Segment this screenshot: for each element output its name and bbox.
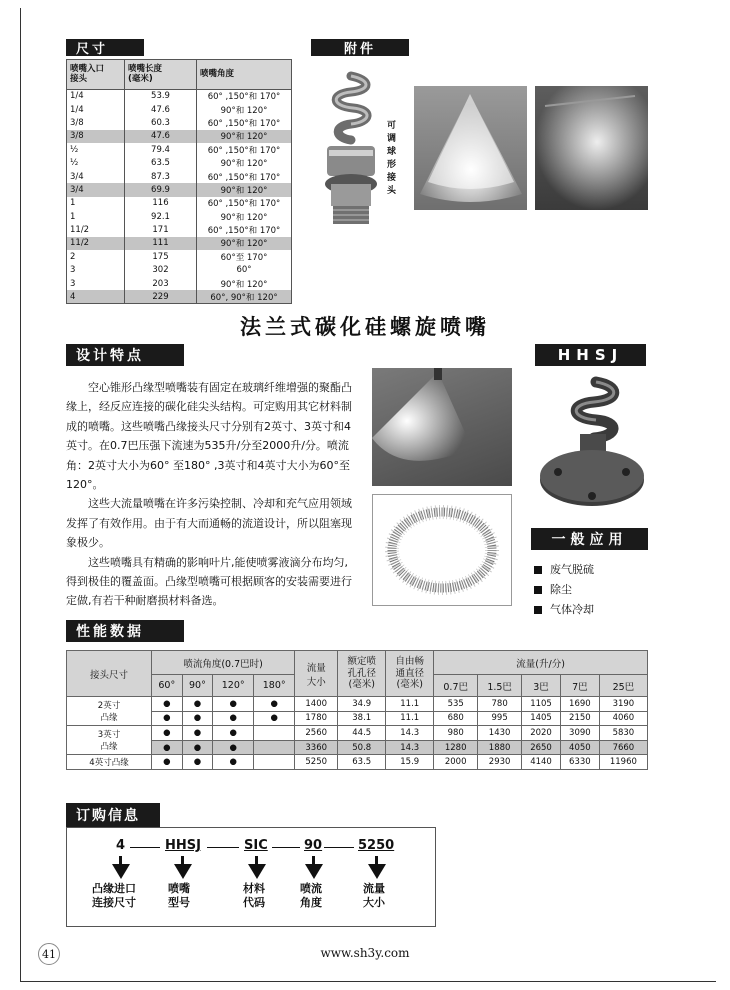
perf-cell-orifice: 63.5 [338, 755, 386, 770]
dims-row [67, 197, 292, 210]
dims-cell-angle: 60°至 170° [197, 250, 292, 263]
dims-row [67, 210, 292, 223]
perf-angle-dot: ● [182, 711, 213, 726]
dims-cell-angle: 90°和 120° [197, 210, 292, 223]
code-separator [272, 847, 300, 848]
perf-row [67, 755, 648, 770]
perf-cell-flow: 3190 [599, 697, 647, 712]
dims-row [67, 156, 292, 169]
dims-cell-length: 92.1 [125, 210, 197, 223]
dims-cell-inlet: 3/8 [67, 116, 125, 129]
perf-cell-flow: 2150 [560, 711, 599, 726]
applications-header: 一般应用 [531, 528, 648, 550]
perf-cell-flow: 2930 [478, 755, 522, 770]
dims-row [67, 250, 292, 263]
perf-angle-header: 120° [213, 675, 254, 697]
design-features-header: 设计特点 [66, 344, 184, 366]
order-code-part: SIC [244, 838, 268, 853]
perf-cell-orifice: 44.5 [338, 726, 386, 741]
dims-row [67, 90, 292, 103]
order-code-part: 90 [304, 838, 323, 853]
dims-cell-inlet: 1 [67, 210, 125, 223]
perf-angle-dot: ● [213, 711, 254, 726]
dims-cell-inlet: 3 [67, 264, 125, 277]
perf-inlet-label: 3英寸 凸缘 [67, 726, 152, 755]
bullet-square-icon [534, 566, 542, 574]
perf-angle-dot: ● [213, 726, 254, 741]
dims-cell-length: 171 [125, 223, 197, 236]
dims-cell-length: 47.6 [125, 103, 197, 116]
perf-angle-dot: ● [254, 711, 295, 726]
spray-cone-photo-large [372, 368, 512, 486]
bullet-square-icon [534, 606, 542, 614]
dims-row [67, 116, 292, 129]
perf-cell-flow: 1280 [434, 740, 478, 755]
spray-pattern-ring [372, 494, 512, 606]
perf-angle-dot: ● [152, 740, 183, 755]
dims-cell-angle: 60° ,150°和 170° [197, 143, 292, 156]
accessory-label: 可调球形接头 [387, 121, 397, 196]
model-header: HHSJ [535, 344, 646, 366]
perf-angle-dot: ● [254, 697, 295, 712]
perf-cell-flow: 5830 [599, 726, 647, 741]
ordering-header: 订购信息 [66, 803, 160, 827]
dims-cell-angle: 90°和 120° [197, 237, 292, 250]
order-code-part: 4 [116, 838, 126, 853]
dims-cell-length: 116 [125, 197, 197, 210]
dims-row [67, 103, 292, 116]
perf-cell-flow: 4140 [522, 755, 561, 770]
spray-cone-photo [414, 86, 527, 210]
perf-cell-flow: 535 [434, 697, 478, 712]
code-separator [324, 847, 354, 848]
perf-row [67, 697, 648, 712]
perf-cell-flow: 7660 [599, 740, 647, 755]
dims-row [67, 277, 292, 290]
dims-cell-angle: 90°和 120° [197, 277, 292, 290]
perf-cell-passage: 14.3 [386, 726, 434, 741]
perf-angle-dot: ● [213, 697, 254, 712]
dims-row [67, 130, 292, 143]
dims-cell-inlet: 11/2 [67, 223, 125, 236]
dims-cell-inlet: 3/4 [67, 170, 125, 183]
perf-cell-size: 1780 [295, 711, 338, 726]
perf-cell-passage: 15.9 [386, 755, 434, 770]
perf-row [67, 740, 648, 755]
dims-row [67, 183, 292, 196]
dims-cell-inlet: 3/4 [67, 183, 125, 196]
perf-cell-flow: 1405 [522, 711, 561, 726]
perf-col-flow: 流量(升/分) [434, 651, 648, 675]
perf-row [67, 726, 648, 741]
dims-cell-length: 47.6 [125, 130, 197, 143]
perf-cell-passage: 14.3 [386, 740, 434, 755]
main-title: 法兰式碳化硅螺旋喷嘴 [240, 315, 490, 339]
perf-cell-flow: 4060 [599, 711, 647, 726]
perf-cell-flow: 2000 [434, 755, 478, 770]
perf-cell-flow: 780 [478, 697, 522, 712]
dims-row [67, 223, 292, 236]
perf-cell-flow: 2650 [522, 740, 561, 755]
dims-col-angle: 喷嘴角度 [197, 60, 292, 90]
spray-chamber-photo [535, 86, 648, 210]
order-label-flow: 流量 大小 [363, 882, 385, 909]
performance-header: 性能数据 [66, 620, 184, 642]
page-number: 41 [38, 943, 60, 965]
perf-angle-header: 180° [254, 675, 295, 697]
spiral-nozzle-fitting-image [311, 66, 383, 236]
dims-cell-inlet: 3 [67, 277, 125, 290]
perf-col-flow-size: 流量 大小 [295, 651, 338, 697]
dims-row [67, 290, 292, 303]
perf-cell-size: 3360 [295, 740, 338, 755]
application-item: 废气脱硫 [534, 560, 594, 580]
perf-angle-dot [254, 740, 295, 755]
design-description [66, 378, 356, 611]
order-label-inlet: 凸缘进口 连接尺寸 [92, 882, 136, 909]
perf-cell-flow: 4050 [560, 740, 599, 755]
design-paragraph-2: 这些大流量喷嘴在许多污染控制、冷却和充气应用领域发挥了有效作用。由于有大而通畅的流道设计，所以阻塞现象极少。 [66, 497, 352, 550]
perf-pressure-header: 3巴 [522, 675, 561, 697]
perf-cell-flow: 1880 [478, 740, 522, 755]
perf-inlet-label: 4英寸凸缘 [67, 755, 152, 770]
perf-angle-header: 60° [152, 675, 183, 697]
perf-angle-dot: ● [182, 755, 213, 770]
perf-angle-dot: ● [152, 726, 183, 741]
perf-pressure-header: 25巴 [599, 675, 647, 697]
dims-cell-length: 111 [125, 237, 197, 250]
perf-angle-dot: ● [182, 740, 213, 755]
perf-col-orifice: 额定喷 孔孔径 (毫米) [338, 651, 386, 697]
perf-cell-flow: 6330 [560, 755, 599, 770]
code-separator [207, 847, 239, 848]
arrow-down-icon [368, 864, 386, 879]
perf-cell-flow: 1690 [560, 697, 599, 712]
dims-cell-inlet: 3/8 [67, 130, 125, 143]
dimensions-table [66, 59, 292, 304]
dims-cell-angle: 60° ,150°和 170° [197, 90, 292, 103]
performance-table [66, 650, 648, 770]
dims-cell-angle: 60° [197, 264, 292, 277]
dims-col-inlet: 喷嘴入口 接头 [67, 60, 125, 90]
perf-cell-passage: 11.1 [386, 697, 434, 712]
perf-pressure-header: 7巴 [560, 675, 599, 697]
perf-cell-size: 2560 [295, 726, 338, 741]
accessory-header: 附件 [311, 39, 409, 56]
arrow-down-icon [112, 864, 130, 879]
dims-cell-length: 229 [125, 290, 197, 303]
perf-angle-dot [254, 755, 295, 770]
perf-cell-orifice: 34.9 [338, 697, 386, 712]
arrow-down-icon [174, 864, 192, 879]
dims-cell-length: 175 [125, 250, 197, 263]
perf-cell-flow: 1430 [478, 726, 522, 741]
dims-row [67, 237, 292, 250]
dims-cell-angle: 90°和 120° [197, 183, 292, 196]
perf-angle-dot: ● [152, 755, 183, 770]
perf-angle-dot: ● [213, 740, 254, 755]
perf-angle-dot: ● [213, 755, 254, 770]
perf-row [67, 711, 648, 726]
dims-cell-inlet: 11/2 [67, 237, 125, 250]
perf-cell-flow: 680 [434, 711, 478, 726]
dims-row [67, 170, 292, 183]
dims-cell-angle: 60° ,150°和 170° [197, 170, 292, 183]
order-label-material: 材料 代码 [243, 882, 265, 909]
dims-cell-inlet: ½ [67, 156, 125, 169]
order-code-part: HHSJ [165, 838, 201, 853]
perf-angle-dot [254, 726, 295, 741]
perf-angle-dot: ● [152, 697, 183, 712]
perf-col-inlet: 接头尺寸 [67, 651, 152, 697]
perf-cell-flow: 1105 [522, 697, 561, 712]
order-label-model: 喷嘴 型号 [168, 882, 190, 909]
dims-cell-length: 63.5 [125, 156, 197, 169]
perf-pressure-header: 1.5巴 [478, 675, 522, 697]
perf-cell-orifice: 50.8 [338, 740, 386, 755]
dims-cell-angle: 60° ,150°和 170° [197, 116, 292, 129]
dims-cell-angle: 60° ,150°和 170° [197, 223, 292, 236]
dims-cell-inlet: 1/4 [67, 103, 125, 116]
dimensions-header: 尺寸 [66, 39, 144, 56]
dims-cell-inlet: 1/4 [67, 90, 125, 103]
design-paragraph-1: 空心锥形凸缘型喷嘴装有固定在玻璃纤维增强的聚酯凸缘上，经反应连接的碳化硅尖头结构。可定购用其它材料制成的喷嘴。这些喷嘴凸缘接头尺寸分别有2英寸、3英寸和4英寸。在0.7巴压强下流速为535升/分至2000升/分。喷流角：2英寸大小为60° 至180° ,3英寸和4英寸大小为60°至120°。 [66, 381, 352, 492]
dims-cell-length: 302 [125, 264, 197, 277]
perf-inlet-label: 2英寸 凸缘 [67, 697, 152, 726]
perf-angle-dot: ● [182, 697, 213, 712]
dims-cell-inlet: 1 [67, 197, 125, 210]
applications-list [534, 560, 594, 620]
code-separator [130, 847, 160, 848]
dims-col-length: 喷嘴长度 (毫米) [125, 60, 197, 90]
perf-col-passage: 自由畅 通直径 (毫米) [386, 651, 434, 697]
application-item: 气体冷却 [534, 600, 594, 620]
dims-cell-angle: 60°, 90°和 120° [197, 290, 292, 303]
dims-cell-length: 53.9 [125, 90, 197, 103]
dims-row [67, 143, 292, 156]
dims-cell-inlet: 2 [67, 250, 125, 263]
dims-cell-inlet: 4 [67, 290, 125, 303]
arrow-down-icon [305, 864, 323, 879]
dims-cell-angle: 90°和 120° [197, 156, 292, 169]
dims-cell-length: 79.4 [125, 143, 197, 156]
perf-angle-dot: ● [182, 726, 213, 741]
perf-cell-passage: 11.1 [386, 711, 434, 726]
perf-cell-flow: 995 [478, 711, 522, 726]
design-paragraph-3: 这些喷嘴具有精确的影响叶片,能使喷雾液滴分布均匀,得到极佳的覆盖面。凸缘型喷嘴可根据顾客的安装需要进行定做,有若干种耐磨损材料备选。 [66, 555, 352, 608]
dims-cell-inlet: ½ [67, 143, 125, 156]
dims-cell-angle: 60° ,150°和 170° [197, 197, 292, 210]
perf-cell-flow: 11960 [599, 755, 647, 770]
bullet-square-icon [534, 586, 542, 594]
perf-cell-orifice: 38.1 [338, 711, 386, 726]
dims-row [67, 264, 292, 277]
dims-cell-length: 69.9 [125, 183, 197, 196]
perf-angle-dot: ● [152, 711, 183, 726]
perf-cell-size: 5250 [295, 755, 338, 770]
dims-cell-length: 203 [125, 277, 197, 290]
perf-cell-flow: 3090 [560, 726, 599, 741]
flange-nozzle-image [536, 372, 646, 520]
perf-col-angle: 喷流角度(0.7巴时) [152, 651, 295, 675]
perf-angle-header: 90° [182, 675, 213, 697]
dims-cell-angle: 90°和 120° [197, 130, 292, 143]
order-label-angle: 喷流 角度 [300, 882, 322, 909]
arrow-down-icon [248, 864, 266, 879]
order-code-part: 5250 [358, 838, 395, 853]
website-link[interactable]: www.sh3y.com [320, 946, 410, 960]
perf-cell-flow: 980 [434, 726, 478, 741]
application-item: 除尘 [534, 580, 594, 600]
dims-cell-length: 87.3 [125, 170, 197, 183]
dims-cell-length: 60.3 [125, 116, 197, 129]
perf-pressure-header: 0.7巴 [434, 675, 478, 697]
perf-cell-size: 1400 [295, 697, 338, 712]
perf-cell-flow: 2020 [522, 726, 561, 741]
dims-cell-angle: 90°和 120° [197, 103, 292, 116]
